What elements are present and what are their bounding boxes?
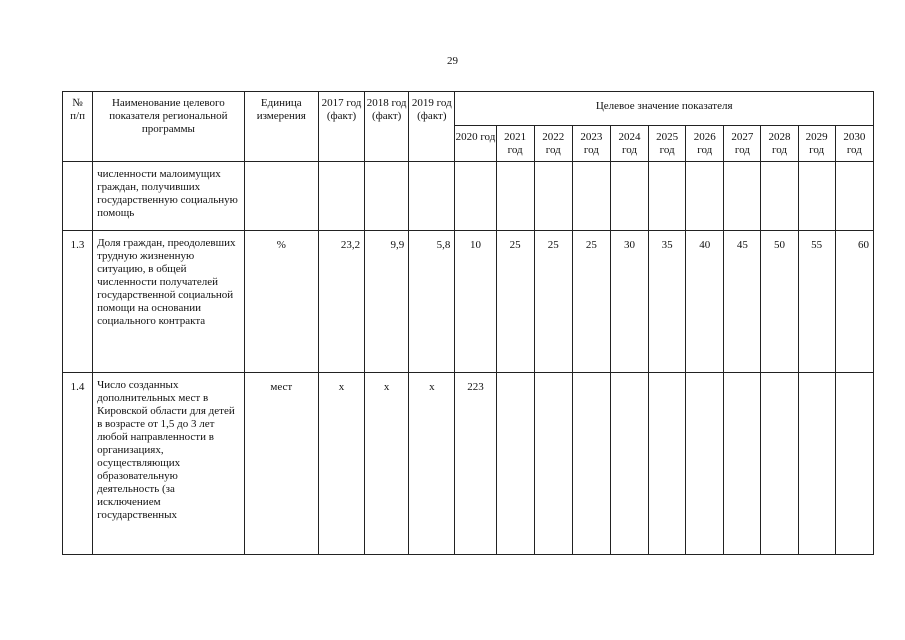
header-year-2024: 2024 год — [610, 126, 648, 162]
target-2029 — [798, 162, 835, 231]
fact-2018 — [365, 162, 409, 231]
indicator-name: численности малоимущих граждан, получивших государственную социальную помощь — [93, 162, 245, 231]
target-2024: 30 — [610, 231, 648, 373]
target-2024 — [610, 373, 648, 555]
target-2027: 45 — [724, 231, 761, 373]
fact-2019: х — [409, 373, 455, 555]
target-2026: 40 — [686, 231, 724, 373]
fact-2019: 5,8 — [409, 231, 455, 373]
header-year-2027: 2027 год — [724, 126, 761, 162]
header-year-2020: 2020 год — [455, 126, 496, 162]
target-2029 — [798, 373, 835, 555]
fact-2017: х — [318, 373, 364, 555]
table-row — [63, 231, 874, 373]
header-number: № п/п — [63, 92, 93, 162]
header-year-2023: 2023 год — [572, 126, 610, 162]
target-2023 — [572, 373, 610, 555]
header-year-2028: 2028 год — [761, 126, 798, 162]
target-2022 — [534, 373, 572, 555]
target-2020: 223 — [455, 373, 496, 555]
target-2030 — [835, 373, 873, 555]
header-year-2029: 2029 год — [798, 126, 835, 162]
target-2025: 35 — [649, 231, 686, 373]
target-2028: 50 — [761, 231, 798, 373]
header-indicator-name: Наименование целевого показателя региональной программы — [93, 92, 245, 162]
indicators-table — [62, 91, 874, 555]
row-number: 1.4 — [63, 373, 93, 555]
header-year-2026: 2026 год — [686, 126, 724, 162]
table-row — [63, 162, 874, 231]
target-2024 — [610, 162, 648, 231]
target-2021 — [496, 162, 534, 231]
unit-cell: мест — [244, 373, 318, 555]
row-number — [63, 162, 93, 231]
target-2020: 10 — [455, 231, 496, 373]
fact-2018: 9,9 — [365, 231, 409, 373]
header-year-2030: 2030 год — [835, 126, 873, 162]
target-2023 — [572, 162, 610, 231]
target-2021: 25 — [496, 231, 534, 373]
target-2029: 55 — [798, 231, 835, 373]
header-2019: 2019 год (факт) — [409, 92, 455, 162]
unit-cell — [244, 162, 318, 231]
target-2027 — [724, 162, 761, 231]
target-2027 — [724, 373, 761, 555]
indicator-name: Доля граждан, преодолевших трудную жизненную ситуацию, в общей численности получателей государственной социальной помощи на основании социального контракта — [93, 231, 245, 373]
target-2022 — [534, 162, 572, 231]
header-target-group: Целевое значение показателя — [455, 92, 874, 126]
target-2026 — [686, 373, 724, 555]
fact-2018: х — [365, 373, 409, 555]
header-year-2022: 2022 год — [534, 126, 572, 162]
target-2025 — [649, 162, 686, 231]
header-year-2021: 2021 год — [496, 126, 534, 162]
header-unit: Единица измерения — [244, 92, 318, 162]
fact-2019 — [409, 162, 455, 231]
target-2021 — [496, 373, 534, 555]
target-2026 — [686, 162, 724, 231]
target-2022: 25 — [534, 231, 572, 373]
unit-cell: % — [244, 231, 318, 373]
header-year-2025: 2025 год — [649, 126, 686, 162]
target-2030 — [835, 162, 873, 231]
header-2018: 2018 год (факт) — [365, 92, 409, 162]
page-number: 29 — [447, 55, 458, 67]
table-row — [63, 373, 874, 555]
target-2028 — [761, 373, 798, 555]
header-2017: 2017 год (факт) — [318, 92, 364, 162]
target-2025 — [649, 373, 686, 555]
fact-2017: 23,2 — [318, 231, 364, 373]
row-number: 1.3 — [63, 231, 93, 373]
target-2030: 60 — [835, 231, 873, 373]
target-2020 — [455, 162, 496, 231]
fact-2017 — [318, 162, 364, 231]
target-2028 — [761, 162, 798, 231]
target-2023: 25 — [572, 231, 610, 373]
indicator-name: Число созданных дополнительных мест в Кировской области для детей в возрасте от 1,5 до 3 лет любой направленности в организациях, осуществляющих образовательную деятельность (за исключением государственных — [93, 373, 245, 555]
